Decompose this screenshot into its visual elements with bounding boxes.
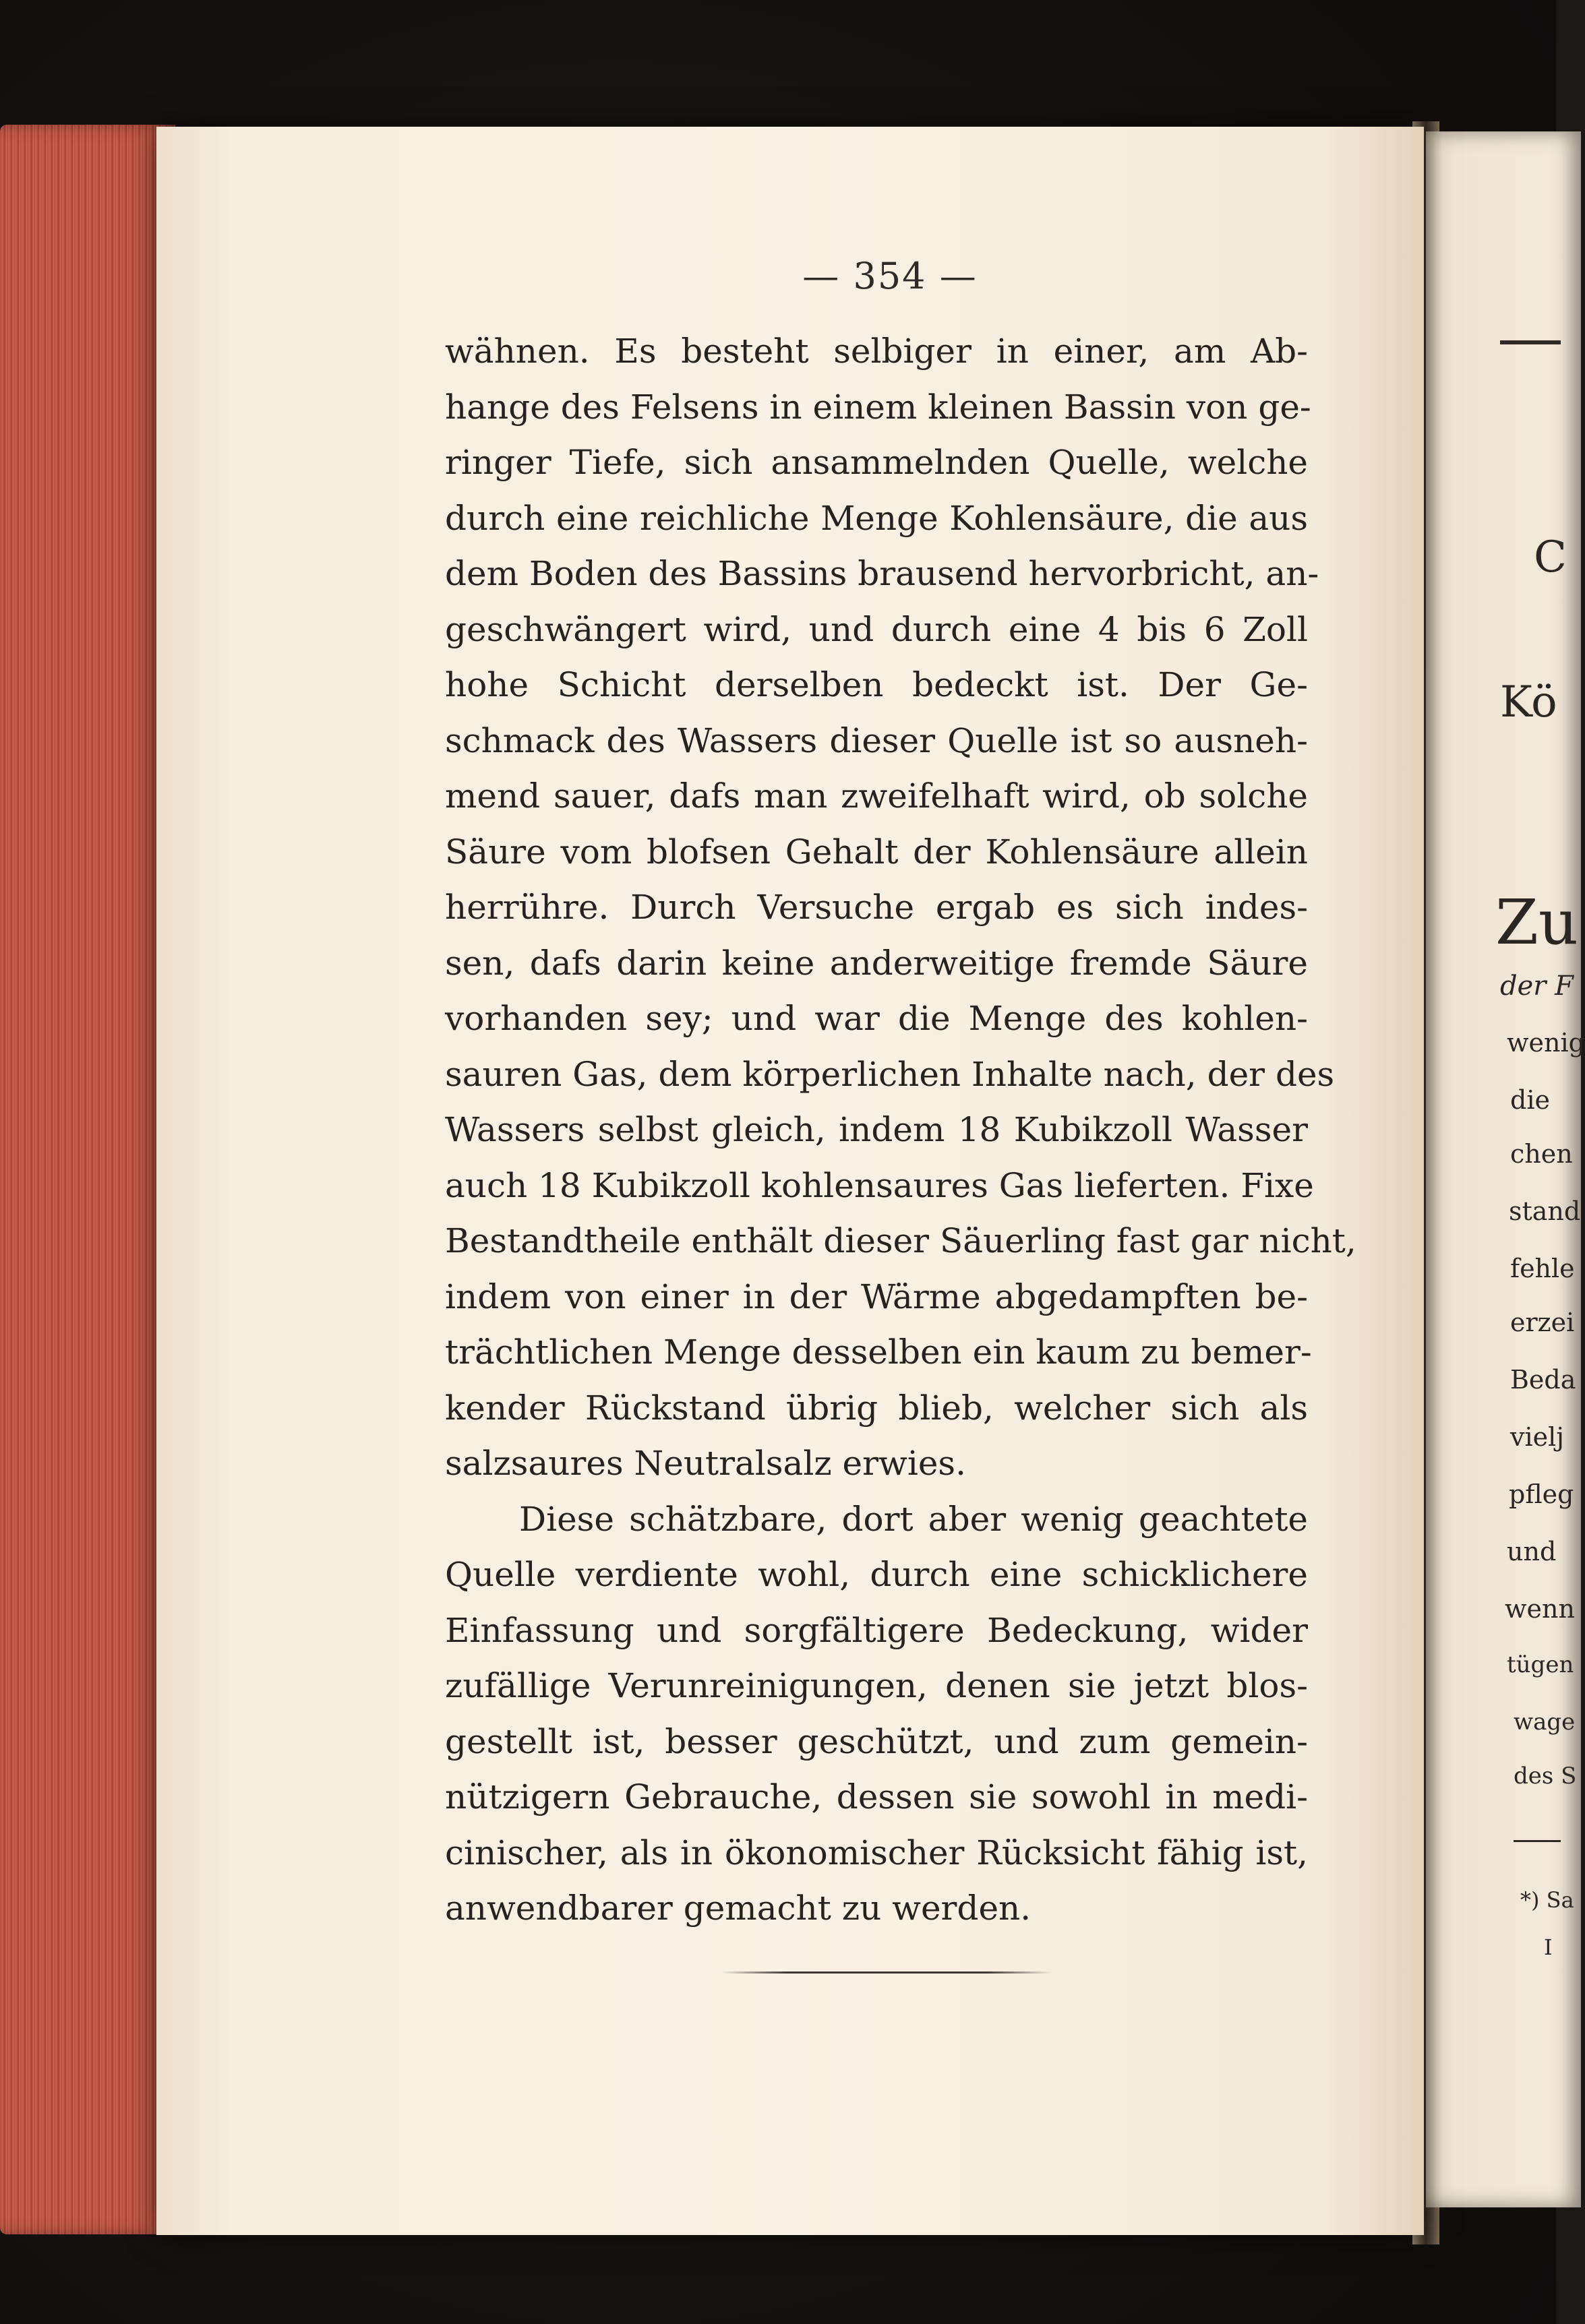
page-number: — 354 — (802, 255, 978, 297)
next-page-fragment: I (1544, 1934, 1553, 1960)
text-line: mend sauer, dafs man zweifelhaft wird, ob solche (445, 776, 1308, 816)
next-page-fragment: des S (1514, 1763, 1577, 1790)
page-text (445, 324, 1356, 1936)
text-line: auch 18 Kubikzoll kohlensaures Gas lieferten. Fixe (445, 1165, 1314, 1205)
next-page-fragment: der F (1500, 971, 1574, 1002)
text-line: sauren Gas, dem körperlichen Inhalte nach, der des (445, 1054, 1335, 1094)
text-line: salzsaures Neutralsalz erwies. (445, 1444, 966, 1483)
text-line: Quelle verdiente wohl, durch eine schicklichere (445, 1555, 1308, 1594)
next-page-fragment: die (1510, 1085, 1550, 1115)
text-line: herrühre. Durch Versuche ergab es sich indes- (445, 888, 1308, 927)
text-line: nützigern Gebrauche, dessen sie sowohl in medi- (445, 1777, 1308, 1816)
text-line: kender Rückstand übrig blieb, welcher sich als (445, 1388, 1308, 1428)
text-line: anwendbarer gemacht zu werden. (445, 1889, 1031, 1928)
text-line: cinischer, als in ökonomischer Rücksicht fähig ist, (445, 1833, 1308, 1872)
next-page-fragment: wenig (1507, 1028, 1585, 1058)
section-end-rule (721, 1971, 1052, 1974)
next-page-fragment: C (1534, 532, 1567, 582)
text-line: wähnen. Es besteht selbiger in einer, am Ab- (445, 332, 1308, 371)
text-line: Wassers selbst gleich, indem 18 Kubikzoll Wasser (445, 1110, 1308, 1149)
text-line: geschwängert wird, und durch eine 4 bis 6 Zoll (445, 609, 1308, 649)
page-edge-stack (0, 125, 175, 2234)
text-line: sen, dafs darin keine anderweitige fremde Säure (445, 943, 1308, 983)
text-line: schmack des Wassers dieser Quelle ist so ausneh- (445, 721, 1308, 760)
next-page-fragment: pfleg (1509, 1479, 1574, 1509)
text-line: gestellt ist, besser geschützt, und zum gemein- (445, 1721, 1308, 1761)
text-line: durch eine reichliche Menge Kohlensäure, die aus (445, 498, 1308, 538)
next-page-fragment: erzei (1510, 1308, 1575, 1337)
next-page-fragment: stand (1509, 1196, 1581, 1226)
next-page-fragment: Beda (1510, 1365, 1576, 1395)
text-line: trächtlichen Menge desselben ein kaum zu bemer- (445, 1333, 1312, 1372)
text-line: vorhanden sey; und war die Menge des kohlen- (445, 999, 1308, 1038)
text-line: hohe Schicht derselben bedeckt ist. Der Ge- (445, 665, 1308, 704)
next-page-fragment: wenn (1505, 1594, 1575, 1624)
text-line: zufällige Verunreinigungen, denen sie jetzt blos- (445, 1666, 1308, 1705)
text-line: Einfassung und sorgfältigere Bedeckung, wider (445, 1610, 1308, 1650)
text-line: ringer Tiefe, sich ansammelnden Quelle, welche (445, 443, 1308, 482)
text-line: hange des Felsens in einem kleinen Bassin von ge- (445, 387, 1311, 427)
next-page-fragment: wage (1514, 1709, 1576, 1736)
next-page-fragment: tügen (1507, 1651, 1574, 1678)
next-page-fragment: chen (1510, 1139, 1573, 1169)
next-page-footnote-rule (1514, 1840, 1561, 1842)
text-line: dem Boden des Bassins brausend hervorbricht, an- (445, 554, 1319, 593)
next-page-fragment: Zu (1495, 886, 1579, 958)
text-line: indem von einer in der Wärme abgedampften be- (445, 1277, 1308, 1316)
next-page-fragment: und (1507, 1537, 1557, 1566)
next-page-fragment: vielj (1510, 1422, 1565, 1452)
next-page-fragment: *) Sa (1520, 1887, 1574, 1913)
text-line: Bestandtheile enthält dieser Säuerling fast gar nicht, (445, 1221, 1356, 1260)
next-page-fragment: fehle (1510, 1254, 1575, 1283)
text-line: Säure vom blofsen Gehalt der Kohlensäure allein (445, 832, 1308, 872)
next-page-rule (1500, 340, 1561, 344)
text-line: Diese schätzbare, dort aber wenig geachtete (519, 1499, 1308, 1539)
next-page-fragment: Kö (1500, 677, 1557, 727)
